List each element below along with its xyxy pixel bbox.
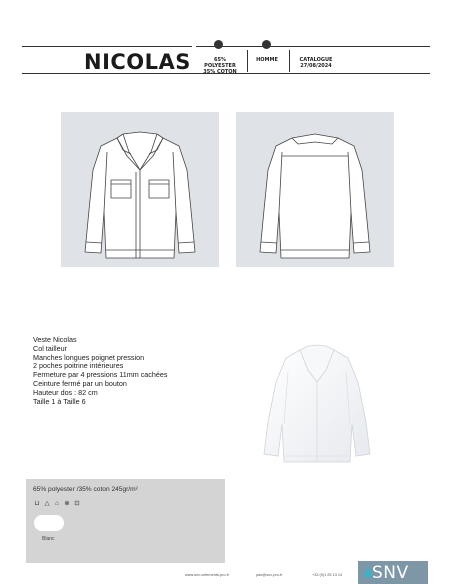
snv-logo — [358, 561, 428, 584]
description-line: Fermeture par 4 pressions 11mm cachées — [33, 370, 168, 380]
logo-text: SNV — [372, 563, 409, 583]
fabric-icon — [214, 40, 223, 49]
tumble-dry-icon: ⊡ — [74, 500, 80, 507]
description-line: Col tailleur — [33, 343, 67, 353]
composition — [198, 57, 242, 75]
description-line: Manches longues poignet pression — [33, 352, 145, 362]
fabric-composition: 65% polyester /35% coton 245gr/m² — [33, 486, 138, 493]
category: HOMME — [256, 57, 278, 63]
care-icons — [33, 500, 81, 507]
fabric-swatch-box — [26, 479, 225, 563]
dry-clean-icon: ⊗ — [64, 500, 70, 507]
composition-line-1: 65% POLYESTER — [204, 57, 236, 69]
footer-phone: +33 (0)1 25 13 14 — [312, 573, 343, 577]
header-divider-1 — [247, 50, 248, 72]
wash-40-icon: ⊔ — [34, 500, 40, 507]
color-name: Blanc — [42, 536, 55, 542]
description-line: Hauteur dos : 82 cm — [33, 387, 98, 397]
description-line: Ceinture fermé par un bouton — [33, 378, 127, 388]
catalogue — [296, 57, 336, 69]
description-line: 2 poches poitrine intérieures — [33, 361, 124, 371]
jacket-photo — [258, 342, 376, 464]
footer-email: pao@snv-pro.fr — [256, 573, 283, 577]
catalogue-date: 27/08/2024 — [300, 63, 332, 69]
jacket-back-drawing — [236, 112, 394, 267]
jacket-front-drawing — [61, 112, 219, 267]
header-divider-2 — [289, 50, 290, 72]
header-rule-top-left — [22, 46, 192, 47]
footer-website: www.snv-vetements-pro.fr — [185, 573, 229, 577]
color-swatch-white — [34, 515, 64, 531]
iron-icon: ⌂ — [55, 500, 59, 507]
description-line: Veste Nicolas — [33, 335, 77, 344]
header-rule-top-right — [196, 46, 430, 47]
product-title: NICOLAS — [84, 50, 191, 74]
description-line: Taille 1 à Taille 6 — [33, 396, 86, 406]
product-description — [33, 336, 168, 406]
catalogue-label: CATALOGUE — [299, 57, 333, 63]
person-icon — [262, 40, 271, 49]
no-bleach-icon: △ — [44, 500, 50, 507]
composition-line-2: 35% COTON — [203, 69, 237, 75]
